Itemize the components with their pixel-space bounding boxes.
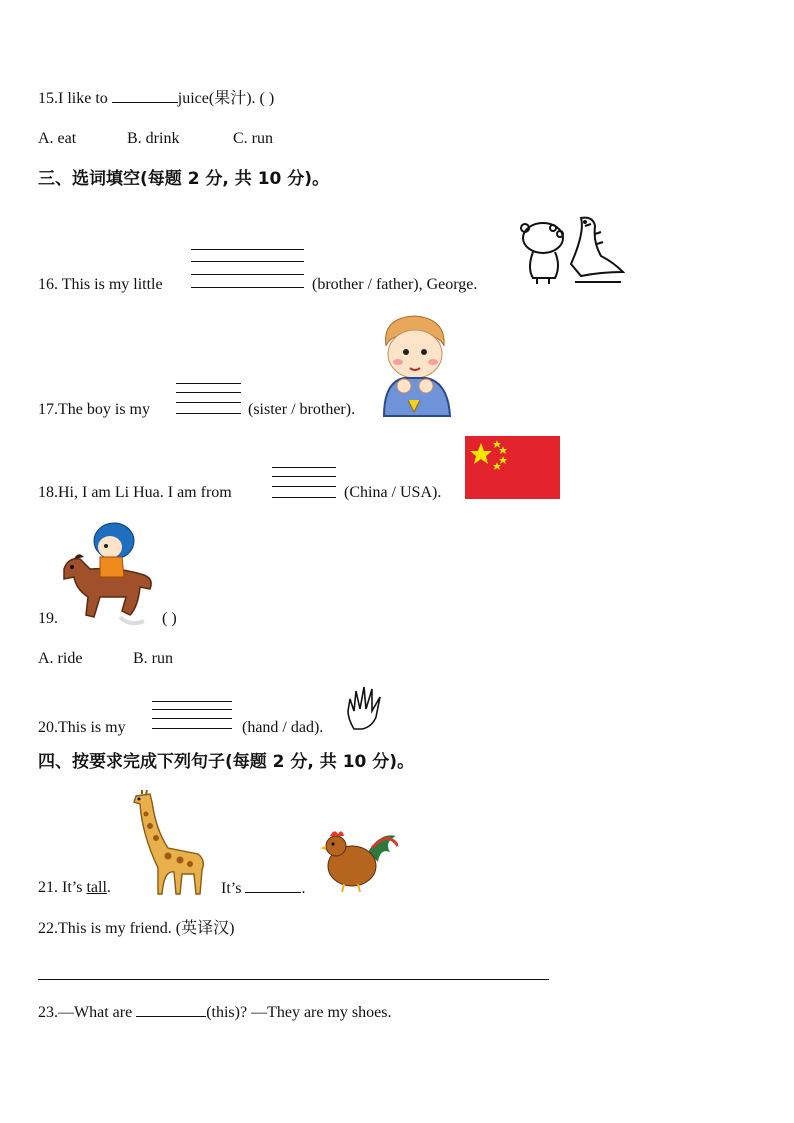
q15-option-a[interactable]: A. eat — [38, 130, 77, 147]
rooster-icon — [318, 826, 398, 894]
q19-number: 19. — [38, 610, 58, 627]
giraffe-icon — [128, 790, 210, 896]
q15-option-b[interactable]: B. drink — [127, 130, 180, 147]
section-4-title: 四、按要求完成下列句子(每题 2 分, 共 10 分)。 — [38, 752, 415, 772]
q21-prefix: 21. It’s — [38, 879, 87, 896]
pig-dinosaur-icon — [515, 212, 625, 286]
q15-blank[interactable] — [112, 88, 178, 103]
q15-suffix: juice(果汁). ( ) — [177, 90, 275, 107]
q21-dot: . — [106, 879, 111, 896]
q19-answer-paren[interactable]: ( ) — [162, 610, 177, 627]
q22-answer-line[interactable] — [38, 979, 549, 980]
child-riding-horse-icon — [60, 517, 158, 627]
section-3-title: 三、选词填空(每题 2 分, 共 10 分)。 — [38, 169, 330, 189]
q18-prefix: 18.Hi, I am Li Hua. I am from — [38, 484, 232, 501]
q21-blank[interactable] — [245, 878, 301, 893]
q16-suffix: (brother / father), George. — [312, 276, 478, 293]
q22-text: 22.This is my friend. (英译汉) — [38, 920, 235, 937]
q23-line — [38, 1002, 391, 1023]
q23-prefix: 23.—What are — [38, 1004, 137, 1021]
q21-end: . — [301, 880, 306, 897]
q23-suffix: (this)? —They are my shoes. — [206, 1004, 392, 1021]
q17-answer-lines[interactable] — [176, 383, 241, 415]
q19-option-a[interactable]: A. ride — [38, 650, 83, 667]
q15-prefix: 15.I like to — [38, 90, 112, 107]
q15-line — [38, 88, 274, 109]
q21-first-part — [38, 878, 111, 898]
q15-option-c[interactable]: C. run — [233, 130, 273, 147]
boy-icon — [380, 312, 454, 418]
q23-blank[interactable] — [136, 1002, 206, 1017]
q17-suffix: (sister / brother). — [248, 401, 356, 418]
q19-option-b[interactable]: B. run — [133, 650, 173, 667]
q17-prefix: 17.The boy is my — [38, 401, 150, 418]
q21-second-prefix: It’s — [221, 880, 246, 897]
q16-answer-lines[interactable] — [191, 249, 304, 291]
china-flag-icon — [465, 436, 560, 499]
q20-prefix: 20.This is my — [38, 719, 126, 736]
hand-icon — [344, 683, 388, 731]
q20-suffix: (hand / dad). — [242, 719, 324, 736]
q18-answer-lines[interactable] — [272, 467, 336, 499]
q16-prefix: 16. This is my little — [38, 276, 163, 293]
q21-underlined-word: tall — [86, 879, 107, 896]
q18-suffix: (China / USA). — [344, 484, 442, 501]
q20-answer-lines[interactable] — [152, 701, 232, 731]
q21-second-part — [221, 878, 305, 899]
